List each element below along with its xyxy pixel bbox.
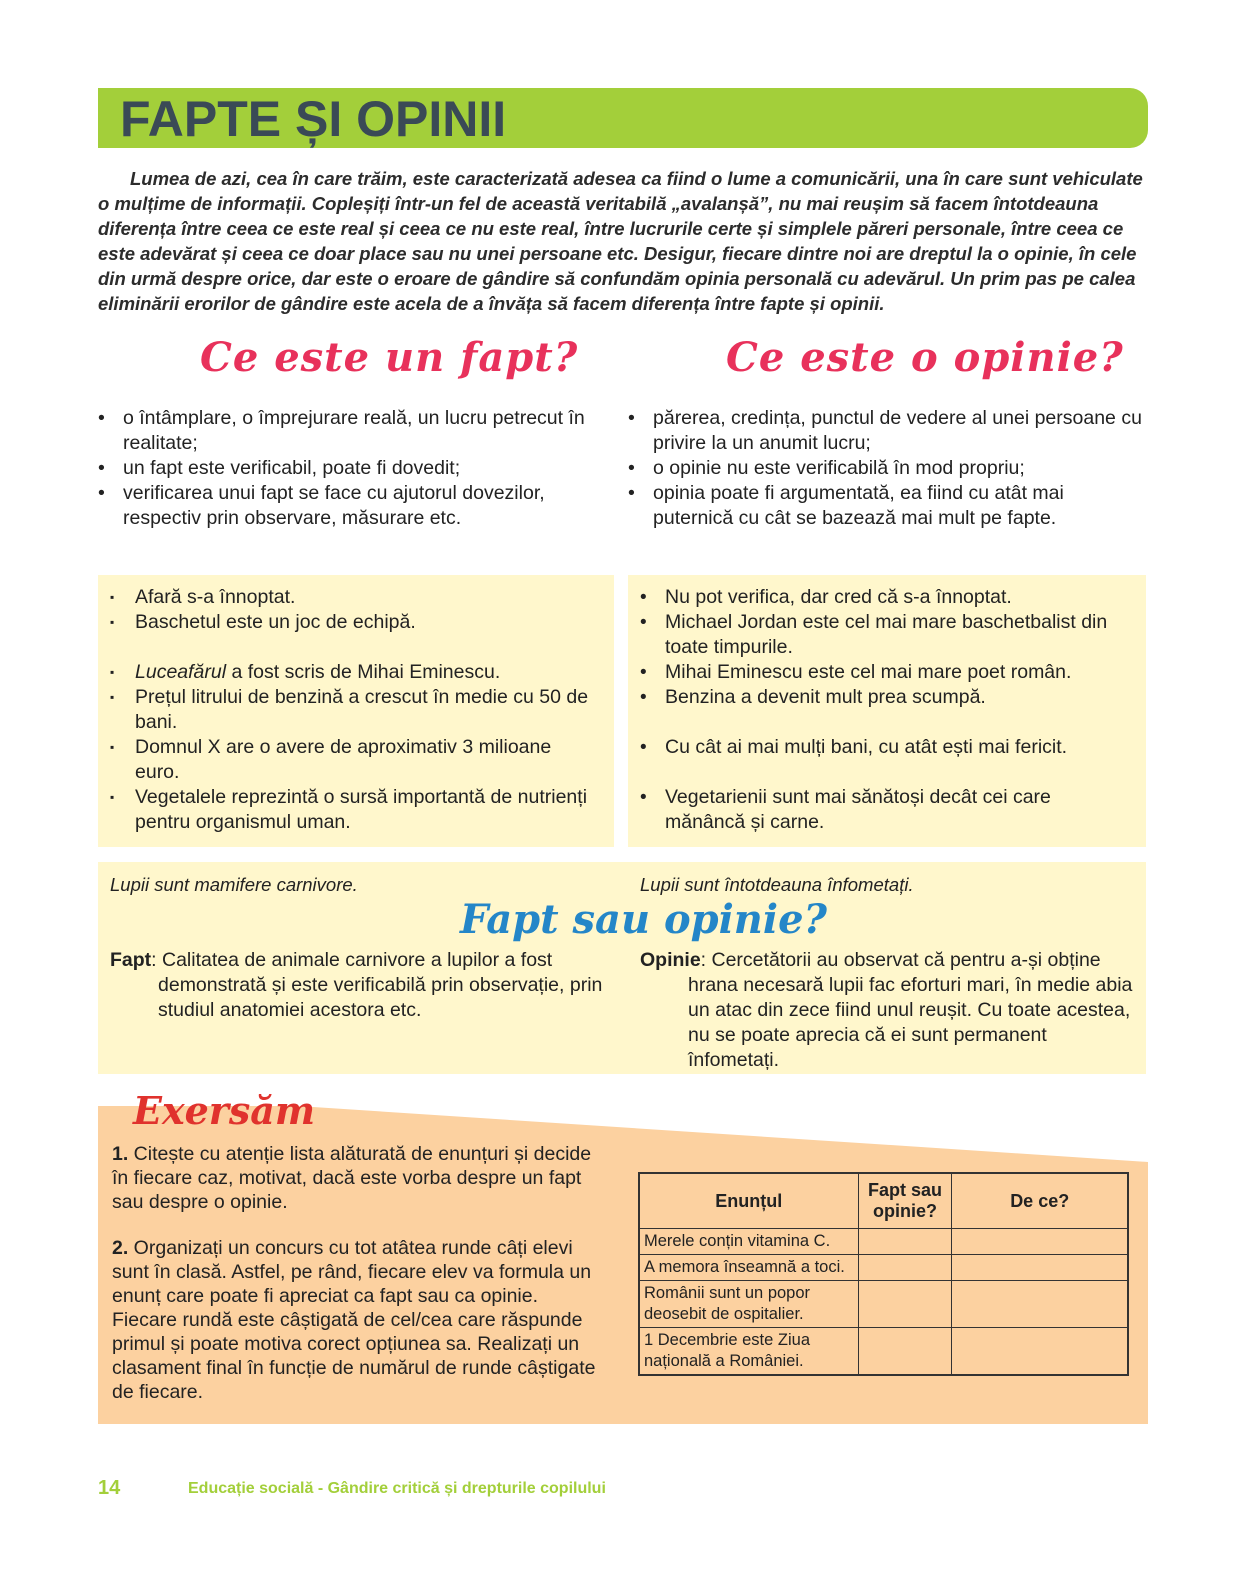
- reason-cell[interactable]: [952, 1281, 1128, 1328]
- page-number: 14: [98, 1477, 121, 1499]
- list-item: ▪ Afară s-a înnoptat.: [110, 586, 296, 608]
- task-1: 1. Citește cu atenție lista alăturată de enunțuri și decide în fiecare caz, motivat, dacă este vorba despre un fapt sau despre o opinie.: [112, 1143, 592, 1213]
- list-item: • Nu pot verifica, dar cred că s-a înnoptat.: [640, 586, 1012, 608]
- page-title: FAPTE ȘI OPINII: [120, 91, 507, 147]
- book-title: Educație socială - Gândire critică și drepturile copilului: [188, 1480, 606, 1497]
- list-item: • o opinie nu este verificabilă în mod propriu;: [628, 457, 1025, 479]
- exercise-heading: Exersăm: [133, 1088, 316, 1133]
- list-item: • părerea, credința, punctul de vedere al unei persoane cu privire la un anumit lucru;: [628, 407, 1142, 454]
- column-header: De ce?: [952, 1173, 1128, 1229]
- exercise-table: [638, 1172, 1129, 1376]
- statement-cell: A memora înseamnă a toci.: [639, 1255, 858, 1281]
- list-item: • Cu cât ai mai mulți bani, cu atât ești mai fericit.: [640, 736, 1068, 758]
- fact-examples-list: [110, 585, 600, 835]
- reason-cell[interactable]: [952, 1255, 1128, 1281]
- table-row: [639, 1255, 1128, 1281]
- reason-cell[interactable]: [952, 1229, 1128, 1255]
- table-header-row: [639, 1173, 1128, 1229]
- opinion-examples-list: [640, 585, 1135, 835]
- column-header: Enunțul: [639, 1173, 858, 1229]
- reason-cell[interactable]: [952, 1328, 1128, 1376]
- opinion-heading: Ce este o opinie?: [726, 334, 1124, 381]
- list-item: • o întâmplare, o împrejurare reală, un lucru petrecut în realitate;: [98, 407, 585, 454]
- statement-cell: 1 Decembrie este Ziua națională a României.: [639, 1328, 858, 1376]
- statement-cell: Merele conțin vitamina C.: [639, 1229, 858, 1255]
- list-item: • opinia poate fi argumentată, ea fiind cu atât mai puternică cu cât se bazează mai mult pe fapte.: [628, 482, 1064, 529]
- list-item: • verificarea unui fapt se face cu ajutorul dovezilor, respectiv prin observare, măsurare etc.: [98, 482, 545, 529]
- list-item: ▪ Prețul litrului de benzină a crescut în medie cu 50 de bani.: [110, 686, 589, 733]
- list-item: ▪ Vegetalele reprezintă o sursă importantă de nutrienți pentru organismul uman.: [110, 786, 588, 833]
- opinion-definition-list: [628, 406, 1148, 531]
- wolf-opinion-statement: Lupii sunt întotdeauna înfometați.: [640, 874, 914, 895]
- opinion-answer: Opinie: Cercetătorii au observat că pentru a-și obține hrana necesară lupii fac eforturi mari, în medie abia un atac din zece fiind unul reușit. Cu toate acestea, nu se poate aprecia că ei sunt permanent înfometați.: [640, 949, 1133, 1071]
- list-item: • Mihai Eminescu este cel mai mare poet român.: [640, 661, 1072, 683]
- fact-heading: Ce este un fapt?: [200, 334, 579, 381]
- opinion-label: Opinie: [640, 949, 701, 971]
- table-row: [639, 1328, 1128, 1376]
- intro-paragraph: Lumea de azi, cea în care trăim, este caracterizată adesea ca fiind o lume a comunicării, una în care sunt vehiculate o mulțime de informații. Copleșiți într-un fel de această veritabilă „avalanșă”, nu mai reușim să facem întotdeauna diferența între ceea ce este real și ceea ce nu este real, între lucrurile certe și simplele păreri personale, între ceea ce este adevărat și ceea ce doar place sau nu unei persoane etc. Desigur, fiecare dintre noi are dreptul la o opinie, în cele din urmă despre orice, dar este o eroare de gândire să confundăm opinia personală cu adevărul. Un prim pas pe calea eliminării erorilor de gândire este acela de a învăța să facem diferența între fapte și opinii.: [98, 168, 1143, 314]
- answer-cell[interactable]: [858, 1229, 952, 1255]
- table-row: [639, 1281, 1128, 1328]
- list-item: ▪ Baschetul este un joc de echipă.: [110, 611, 416, 633]
- fact-definition-list: [98, 406, 613, 531]
- list-item: • Benzina a devenit mult prea scumpă.: [640, 686, 986, 708]
- answer-cell[interactable]: [858, 1255, 952, 1281]
- list-item: ▪ Domnul X are o avere de aproximativ 3 milioane euro.: [110, 736, 552, 783]
- fact-label: Fapt: [110, 949, 152, 971]
- task-2: 2. Organizați un concurs cu tot atâtea runde câți elevi sunt în clasă. Astfel, pe rând, fiecare elev va formula un enunț care poate fi apreciat ca fapt sau ca opinie. Fiecare rundă este câștigată de cel/cea care răspunde primul și poate motiva corect opțiunea sa. Realizați un clasament final în funcție de numărul de runde câștigate de fiecare.: [112, 1237, 596, 1403]
- wolf-fact-statement: Lupii sunt mamifere carnivore.: [110, 874, 358, 895]
- list-item: ▪ Luceafărul a fost scris de Mihai Eminescu.: [110, 661, 501, 683]
- list-item: • Vegetarienii sunt mai sănătoși decât cei care mănâncă și carne.: [640, 786, 1051, 833]
- table-row: [639, 1229, 1128, 1255]
- list-item: • Michael Jordan este cel mai mare baschetbalist din toate timpurile.: [640, 611, 1108, 658]
- list-item: • un fapt este verificabil, poate fi dovedit;: [98, 457, 461, 479]
- answer-cell[interactable]: [858, 1281, 952, 1328]
- fact-answer: Fapt: Calitatea de animale carnivore a lupilor a fost demonstrată și este verificabilă prin observație, prin studiul anatomiei acestora etc.: [110, 949, 603, 1021]
- answer-cell[interactable]: [858, 1328, 952, 1376]
- statement-cell: Românii sunt un popor deosebit de ospitalier.: [639, 1281, 858, 1328]
- fact-or-opinion-heading: Fapt sau opinie?: [460, 896, 827, 943]
- column-header: Fapt sau opinie?: [858, 1173, 952, 1229]
